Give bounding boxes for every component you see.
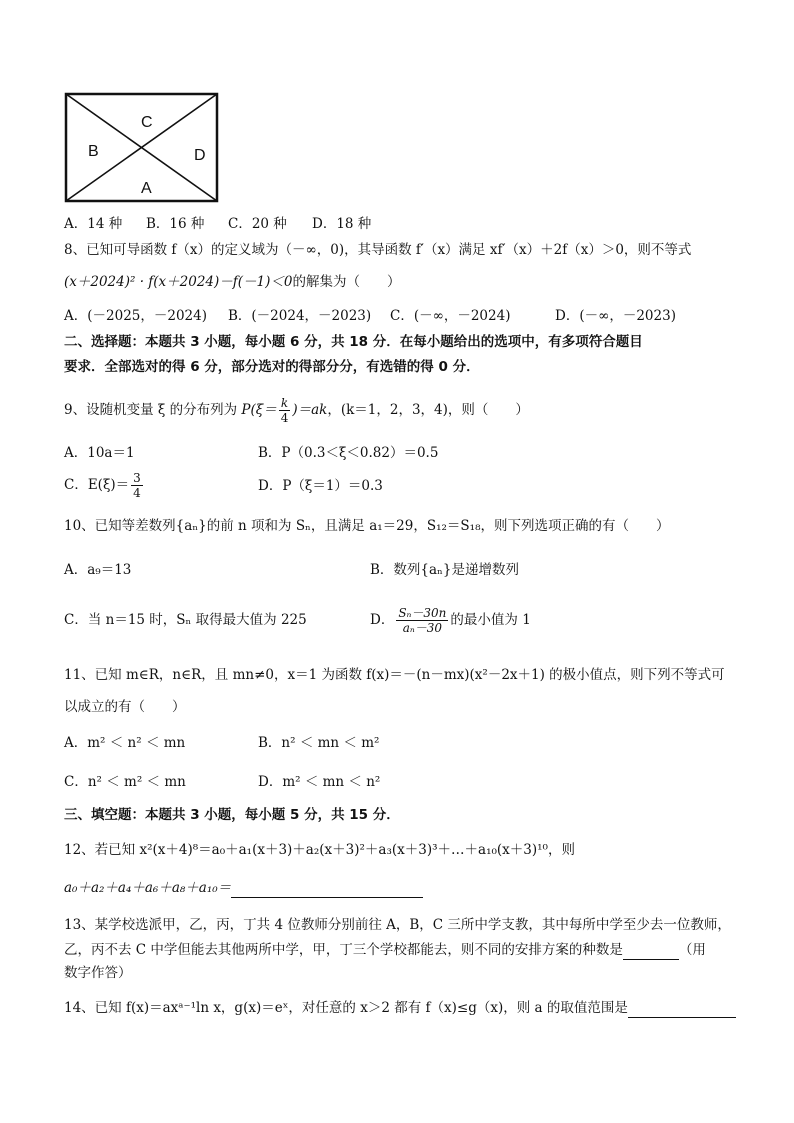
section2-heading-line2: 要求．全部选对的得 6 分，部分选对的得部分分，有选错的得 0 分． [64, 359, 480, 375]
q13-line2-tail: （用 [678, 942, 706, 958]
q13-line3: 数字作答） [64, 965, 132, 981]
q13-line2 [64, 940, 706, 960]
q13-line2-text: 乙，丙不去 C 中学但能去其他两所中学，甲，丁三个学校都能去，则不同的安排方案的种数是 [64, 942, 623, 958]
region-label-b: B [88, 143, 99, 160]
q10-stem: 10、已知等差数列{aₙ}的前 n 项和为 Sₙ，且满足 a₁＝29，S₁₂＝S₁₈，则下列选项正确的有（ ） [64, 518, 670, 534]
q9-math-left: P(ξ＝ [241, 402, 277, 418]
q14-answer-blank[interactable] [628, 1003, 736, 1018]
q9-stem-head: 9、设随机变量 ξ 的分布列为 [64, 402, 238, 418]
region-diagram [64, 92, 220, 204]
q9-option-c-num: 3 [133, 471, 141, 485]
region-label-c: C [141, 114, 153, 131]
q9-option-c-head: C．E(ξ)＝ [64, 477, 130, 493]
q12-stem: 12、若已知 x²(x＋4)⁸＝a₀＋a₁(x＋3)＋a₂(x＋3)²＋a₃(x＋3)³＋…＋a₁₀(x＋3)¹⁰，则 [64, 842, 575, 858]
q12-sum-expression: a₀＋a₂＋a₄＋a₆＋a₈＋a₁₀＝ [64, 880, 232, 896]
q7-option-b: B．16 种 [146, 216, 205, 232]
q14-stem [64, 998, 736, 1018]
q9-stem [64, 396, 529, 425]
q8-option-b: B．(－2024，－2023) [228, 308, 372, 324]
q9-option-c-fraction [131, 471, 143, 500]
q7-option-d: D．18 种 [312, 216, 372, 232]
q10-option-d-fraction [396, 606, 448, 635]
q13-answer-blank[interactable] [623, 945, 679, 960]
q9-option-c [64, 470, 145, 500]
q11-option-d: D．m² ＜ mn ＜ n² [258, 774, 381, 790]
q8-stem-line1: 8、已知可导函数 f（x）的定义域为（－∞，0)，其导函数 f′（x）满足 xf′（x）＋2f（x）＞0，则不等式 [64, 242, 692, 258]
q9-frac-num: k [280, 396, 289, 410]
q10-option-b: B．数列{aₙ}是递增数列 [370, 562, 519, 578]
q9-fraction [279, 396, 291, 425]
q8-option-a: A．(－2025，－2024) [64, 308, 207, 324]
q10-option-d-tail: 的最小值为 1 [450, 612, 531, 628]
section3-heading: 三、填空题：本题共 3 小题，每小题 5 分，共 15 分． [64, 807, 400, 823]
q10-option-a: A．a₉＝13 [64, 562, 132, 578]
q8-option-c: C．(－∞，－2024) [390, 308, 511, 324]
q14-stem-text: 14、已知 f(x)＝axᵃ⁻¹ln x，g(x)＝eˣ，对任意的 x＞2 都有 f（x)≤g（x)，则 a 的取值范围是 [64, 1000, 628, 1016]
q9-option-a: A．10a＝1 [64, 445, 135, 461]
q9-math-right: )＝ak [292, 402, 328, 418]
q8-stem-tail: 的解集为（ ） [292, 274, 401, 290]
q9-option-d: D．P（ξ＝1）＝0.3 [258, 478, 383, 494]
q12-answer-blank[interactable] [231, 883, 423, 898]
q10-option-d [370, 600, 531, 640]
q11-option-b: B．n² ＜ mn ＜ m² [258, 735, 380, 751]
section2-heading-line1: 二、选择题：本题共 3 小题，每小题 6 分，共 18 分．在每小题给出的选项中，有多项符合题目 [64, 334, 643, 350]
q10-option-d-head: D． [370, 612, 395, 628]
region-label-d: D [194, 147, 206, 164]
q11-stem-line2: 以成立的有（ ） [64, 699, 186, 715]
q9-option-c-den: 4 [133, 486, 141, 500]
q8-inequality: (x＋2024)² · f(x＋2024)－f(－1)＜0 [64, 274, 293, 290]
q9-frac-den: 4 [280, 411, 289, 425]
q11-option-a: A．m² ＜ n² ＜ mn [64, 735, 186, 751]
q10-option-d-den: aₙ－30 [402, 621, 443, 635]
region-label-a: A [141, 180, 152, 197]
q7-option-c: C．20 种 [228, 216, 287, 232]
q10-option-c: C．当 n＝15 时，Sₙ 取得最大值为 225 [64, 612, 307, 628]
q13-line1: 13、某学校选派甲，乙，丙，丁共 4 位教师分别前往 A，B，C 三所中学支教，其中每所中学至少去一位教师， [64, 917, 731, 933]
q8-stem-line2 [64, 272, 401, 292]
q11-stem-line1: 11、已知 m∈R，n∈R，且 mn≠0，x＝1 为函数 f(x)＝－(n－mx)(x²－2x＋1) 的极小值点，则下列不等式可 [64, 667, 725, 683]
q10-option-d-num: Sₙ－30n [398, 606, 447, 620]
q9-stem-tail: ，(k＝1，2，3，4)，则（ ） [327, 402, 529, 418]
q8-option-d: D．(－∞，－2023) [555, 308, 676, 324]
q11-option-c: C．n² ＜ m² ＜ mn [64, 774, 186, 790]
q7-option-a: A．14 种 [64, 216, 123, 232]
q9-option-b: B．P（0.3＜ξ＜0.82）＝0.5 [258, 445, 439, 461]
q12-line2 [64, 878, 423, 898]
